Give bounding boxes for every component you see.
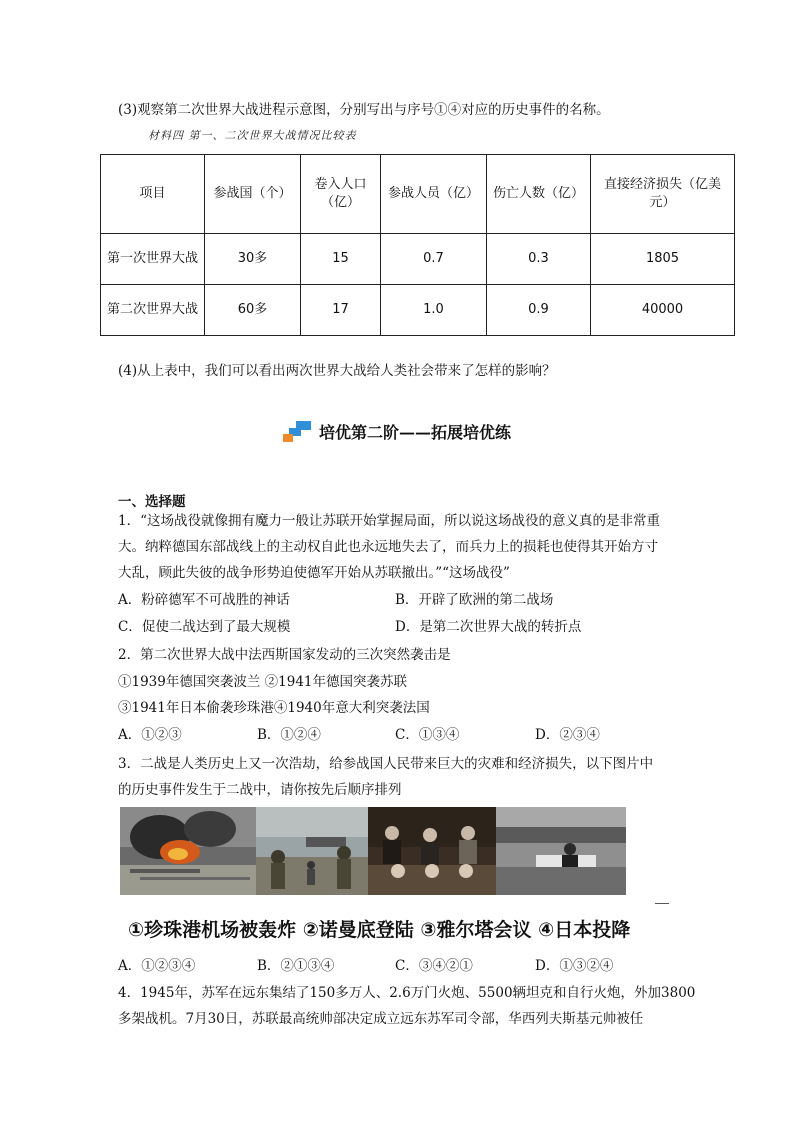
- option-d[interactable]: D．①③②④: [535, 958, 614, 974]
- option-a[interactable]: A．粉碎德军不可战胜的神话: [118, 592, 290, 608]
- normandy-landing-photo: [256, 807, 368, 895]
- table-header-cell: 参战人员（亿）: [381, 155, 487, 234]
- photo-strip: [120, 807, 626, 895]
- option-c[interactable]: C．①③④: [395, 727, 460, 743]
- table-header-cell: 伤亡人数（亿）: [487, 155, 591, 234]
- table-cell: 30多: [205, 234, 301, 285]
- table-header-cell: 直接经济损失（亿美元）: [591, 155, 735, 234]
- table-cell: 1805: [591, 234, 735, 285]
- table-row: [101, 285, 735, 336]
- question-line: 大。纳粹德国东部战线上的主动权自此也永远地失去了，而兵力上的损耗也使得其开始方寸: [118, 539, 658, 555]
- question-line: ①1939年德国突袭波兰 ②1941年德国突袭苏联: [118, 674, 408, 690]
- section-title: [0, 420, 794, 443]
- table-cell: 0.3: [487, 234, 591, 285]
- question-line: 多架战机。7月30日，苏联最高统帅部决定成立远东苏军司令部，华西列夫斯基元帅被任: [118, 1011, 644, 1027]
- yalta-conference-photo: [368, 807, 496, 895]
- option-b[interactable]: B．①②④: [257, 727, 321, 743]
- table-cell: 0.9: [487, 285, 591, 336]
- table-cell: 17: [301, 285, 381, 336]
- option-b[interactable]: B．开辟了欧洲的第二战场: [395, 592, 554, 608]
- table-row: [101, 234, 735, 285]
- q4-prompt: (4)从上表中，我们可以看出两次世界大战给人类社会带来了怎样的影响？: [118, 363, 556, 379]
- option-a[interactable]: A．①②③④: [118, 958, 196, 974]
- question-line: 1．“这场战役就像拥有魔力一般让苏联开始掌握局面，所以说这场战役的意义真的是非常重: [118, 513, 660, 529]
- option-d[interactable]: D．是第二次世界大战的转折点: [395, 619, 582, 635]
- material4-caption: 材料四 第一、二次世界大战情况比较表: [148, 129, 357, 142]
- photo-caption: ①珍珠港机场被轰炸 ②诺曼底登陆 ③雅尔塔会议 ④日本投降: [128, 919, 631, 941]
- q3-prompt: (3)观察第二次世界大战进程示意图，分别写出与序号①④对应的历史事件的名称。: [118, 102, 610, 118]
- stairs-icon: [283, 421, 313, 443]
- option-c[interactable]: C．促使二战达到了最大规模: [118, 619, 291, 635]
- question-line: 4．1945年，苏军在远东集结了150多万人、2.6万门火炮、5500辆坦克和自行火炮，外加3800: [118, 985, 696, 1001]
- section-title-text: 培优第二阶——拓展培优练: [318, 423, 511, 442]
- question-line: 的历史事件发生于二战中，请你按先后顺序排列: [118, 782, 402, 798]
- question-line: 3．二战是人类历史上又一次浩劫，给参战国人民带来巨大的灾难和经济损失，以下图片中: [118, 756, 654, 772]
- table-cell: 第二次世界大战: [101, 285, 205, 336]
- table-header-cell: 卷入人口（亿）: [301, 155, 381, 234]
- table-cell: 第一次世界大战: [101, 234, 205, 285]
- table-cell: 15: [301, 234, 381, 285]
- option-b[interactable]: B．②①③④: [257, 958, 335, 974]
- divider: [655, 903, 669, 904]
- question-line: 2．第二次世界大战中法西斯国家发动的三次突然袭击是: [118, 647, 451, 663]
- table-cell: 60多: [205, 285, 301, 336]
- table-header-cell: 项目: [101, 155, 205, 234]
- table-cell: 0.7: [381, 234, 487, 285]
- option-d[interactable]: D．②③④: [535, 727, 600, 743]
- table-cell: 40000: [591, 285, 735, 336]
- question-line: 大乱，顾此失彼的战争形势迫使德军开始从苏联撤出。”“这场战役”: [118, 565, 510, 581]
- japan-surrender-photo: [496, 807, 626, 895]
- comparison-table: [100, 154, 735, 336]
- table-header-cell: 参战国（个）: [205, 155, 301, 234]
- part-heading: 一、选择题: [118, 494, 186, 510]
- option-a[interactable]: A．①②③: [118, 727, 182, 743]
- option-c[interactable]: C．③④②①: [395, 958, 473, 974]
- question-line: ③1941年日本偷袭珍珠港④1940年意大利突袭法国: [118, 700, 430, 716]
- pearl-harbor-photo: [120, 807, 256, 895]
- table-header-row: [101, 155, 735, 234]
- table-cell: 1.0: [381, 285, 487, 336]
